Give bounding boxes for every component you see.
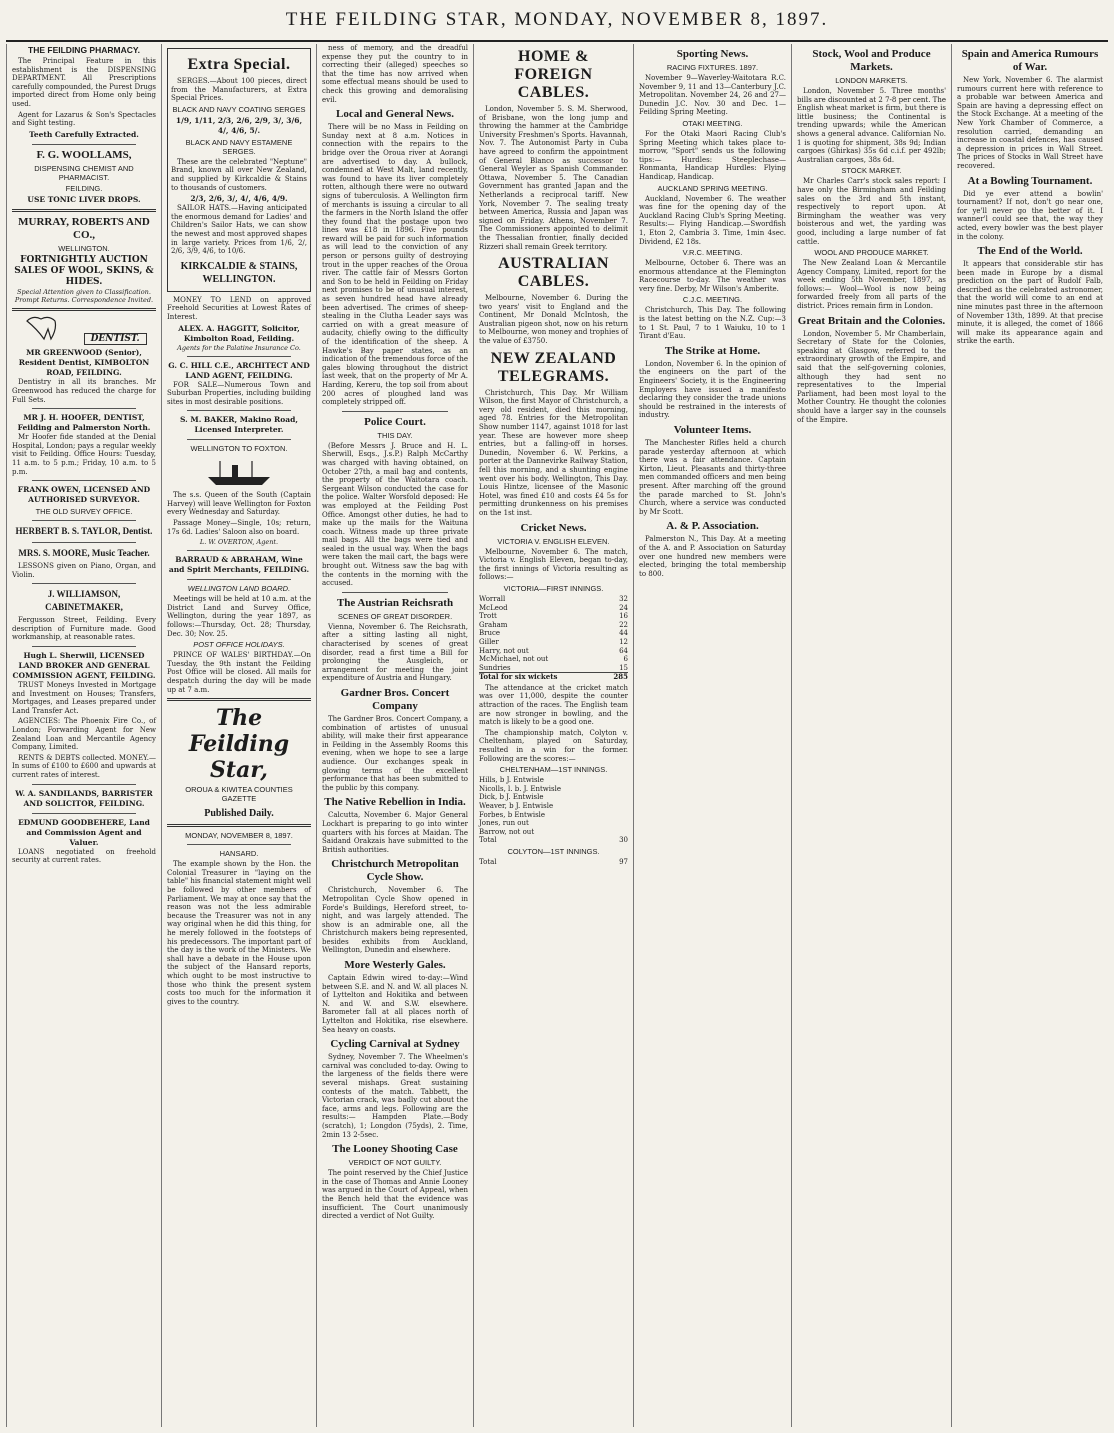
london-markets-text: London, November 5. Three months' bills are discounted at 2 7-8 per cent. The English wheat market is firm, but there is little business; the Continental is trending upwards; while the American shows a general advance. Californian No. 1 is quoting for shipment, 38s 9d; Indian cargoes (Ghirkas) 35s 6d c.i.f. per 492lb; Australian cargoes, 38s 6d. [797,87,946,164]
murray-note: Special Attention given to Classification. Prompt Returns. Correspondence Invited. [14,287,154,304]
agent-text: L. W. OVERTON, Agent. [199,538,279,547]
divider [187,579,291,580]
agencies-text: AGENCIES: The Phoenix Fire Co., of London; Forwarding Agent for New Zealand Loan and Mercantile Agency Company, Limited. [12,717,156,752]
palatine-text: Agents for the Palatine Insurance Co. [177,343,301,352]
bowling-text: Did ye ever attend a bowlin' tournament? If not, don't go near one, for ye'll never go the better of it. I wanner'l could see that, the way they acted, every bowler was the best player in the colony. [957,189,1103,241]
published-daily: Published Daily. [204,808,274,820]
serges-text: SERGES.—About 100 pieces, direct from the Manufacturers, at Extra Special Prices. [171,77,307,103]
innings-row [479,612,628,621]
extra-special-heading: Extra Special. [187,56,291,73]
westerly-heading: More Westerly Gales. [344,959,446,972]
tooth-icon [21,315,81,341]
pharmacy-text: The Principal Feature in this establishment is the DISPENSING DEPARTMENT. All Prescriptions carefully compounded, the Purest Drugs imported direct from Home only being used. [12,57,156,108]
cheltenham-batsman: Forbes, b Entwisle [479,810,546,819]
police-court-text: (Before Messrs J. Bruce and H. L. Sherwill, Esqs., J.s.P.) Ralph McCarthy was charged with having obtained, on October 27th, a mail bag and contents, the property of the Waitotara coach. Sergeant Wilson conducted the case for the police. Walter Worsfold deposed: He was employed at the Feilding Post Office. Amongst other duties, he had to make up the mails for the Waituna coach. Witness made up three private mail bags. All the bags were tied and sealed in the usual way. When the bags were taken the mail cart, the bags were brought out. Witness saw the bag with the contents in the morning with the accused. [322,441,468,588]
batsman-runs: 12 [619,637,628,646]
cheltenham-batsman: Weaver, b J. Entwisle [479,802,554,810]
divider [32,520,136,521]
native-rebellion-text: Calcutta, November 6. Major General Lockhart is preparing to go into winter quarters with his forces at Maidan. The Saidand Orakzais have submitted to the British authorities. [322,811,468,854]
championship-text: The championship match, Colyton v. Cheltenham, played on Saturday, resulted in a win for the former. Following are the scores:— [479,728,628,763]
colyton-total-value: 97 [619,857,628,866]
cycling-text: Sydney, November 7. The Wheelmen's carnival was concluded to-day. Owing to the largeness of the fields there were several mishaps. Great sustaining contests of the match. Tabbett, the Victorian crack, was badly cut about the face, arms and legs. Following are the results:— Hampden Plate.—Body (scratch), 1; Longdon (75yds), 2. Time, 2min 13 2-5sec. [322,1053,468,1139]
divider [167,824,311,827]
austrian-sub: SCENES OF GREAT DISORDER. [337,611,453,621]
woollams-town: FEILDING. [65,183,103,193]
batsman-runs: 44 [619,629,628,638]
sporting-heading: Sporting News. [676,48,749,60]
stock-heading: Stock, Wool and Produce Markets. [812,48,931,73]
batsman-runs: 16 [619,612,628,621]
volunteer-text: The Manchester Rifles held a church parade yesterday afternoon at which there was a fair attendance. Captain Kirton, Lieut. Pleasants and thirty-three men commanded officers and men being present. After marching off the ground the parade marched to St. John's Church, where a service was conducted by Mr Scott. [639,439,786,516]
column-2 [161,44,316,1427]
rents-text: RENTS & DEBTS collected. MONEY.—In sums of £100 to £600 and upwards at current rates of interest. [12,753,156,779]
innings-table [479,595,628,682]
greenwood-heading: MR GREENWOOD (Senior), Resident Dentist, KIMBOLTON ROAD, FEILDING. [18,348,150,378]
local-news-text: There will be no Mass in Feilding on Sunday next at 8 a.m. Notices in connection with the repairs to the bridge over the Oroua river at Aorangi are advertised to day. A bullock, condemned at West Malt, land recently, was found to have its liver completely rotten, although there were no outward signs of tuberculosis. A Wellington firm of merchants is issuing a circular to all the farmers in the North Island the offer they found that the postage upon two lines was £18 in 1896. Five pounds reward will be paid for such information as will lead to the conviction of any person or persons guilty of destroying trout in the upper reaches of the Oroua river. The cattle fair of Messrs Gorton and Son to be held in Feilding on Friday next promises to be of unusual interest, as seven hundred head have already been advertised. The crimes of sheep-stealing in the Clutha Leader says was carried on with a great measure of audacity, chiefly owing to the difficulty of the identification of the sheep. A Hawke's Bay paper states, as an indication of the tremendous force of the gales blowing throughout the district last week, that on the property of Mr A. Harding, Kereru, the top soil from about 200 acres of ploughed land was completely stripped off. [322,123,468,407]
innings-row [479,621,628,630]
divider [187,356,291,357]
black-navy-heading: BLACK AND NAVY COATING SERGES [172,104,306,114]
divider [342,592,448,593]
cycle-show-heading: Christchurch Metropolitan Cycle Show. [331,858,459,884]
innings-row [479,604,628,613]
divider [32,144,136,145]
police-court-sub: THIS DAY. [377,430,413,440]
gardner-text: The Gardner Bros. Concert Company, a combination of artistes of unusual ability, will make their first appearance in Feilding in the Assembly Rooms this evening, when we hope to see a large audience. Our exchanges speak in glowing terms of the excellent performance that has been submitted to the public by this company. [322,715,468,792]
column-1 [6,44,161,1427]
nz-telegrams-text: Christchurch, This Day. Mr William Wilson, the first Mayor of Christchurch, a very old resident, died this morning, aged 78. Entries for the Metropolitan Show number 1147, against 1018 for last year. These are however more sheep entries, but a falling-off in horses. Dunedin, November 6. W. Perkins, a porter at the Dannevirke Railway Station, fell this morning, and a shunting engine went over his body. Wellington, This Day. Louis Hintze, licensee of the Masonic Hotel, was fined £10 and costs £4 5s for permitting drunkenness on his premises on the 1st inst. [479,388,628,517]
post-text: PRINCE OF WALES' BIRTHDAY.—On Tuesday, the 9th instant the Feilding Post Office will be closed. All mails for despatch during the day will be made up at 7 a.m. [167,651,311,694]
austrian-text: Vienna, November 6. The Reichsrath, after a sitting lasting all night, characterised by scenes of great disorder, read a first time a Bill for prolonging the Ausgleich, or arrangement for meeting the joint expenditure of Austria and Hungary. [322,622,468,683]
goodbehere-heading: EDMUND GOODBEHERE, Land and Commission Agent and Valuer. [18,817,150,847]
sailor-text: SAILOR HATS.—Having anticipated the enormous demand for Ladies' and Children's Sailor Hats, we can show the newest and most approved shapes in large variety. Prices from 1/6, 2/, 2/6, 3/9, 4/6, to 10/6. [171,204,307,256]
london-markets-heading: LONDON MARKETS. [835,76,908,85]
murray-name: MURRAY, ROBERTS AND CO., [18,215,150,241]
owen-heading: FRANK OWEN, LICENSED AND AUTHORISED SURVEYOR. [17,485,151,505]
otaki-text: For the Otaki Maori Racing Club's Spring Meeting which takes place to-morrow, "Sport" sends us the following tips:— Hurdles: Steeplechase—Ronmanta, Handicap Hurdles: Flying Handicap, Handicap. [639,129,786,181]
survey-office: THE OLD SURVEY OFFICE. [35,507,133,517]
volunteer-heading: Volunteer Items. [673,424,752,436]
cheltenham-batsman: Hills, b J. Entwisle [479,776,544,785]
divider [32,480,136,481]
dentist-badge: DENTIST. [84,333,147,346]
great-britain-heading: Great Britain and the Colonies. [797,314,946,327]
baker-heading: S. M. BAKER, Makino Road, Licensed Interpreter. [180,415,298,435]
innings-total-row [479,673,628,682]
cycle-show-text: Christchurch, November 6. The Metropolitan Cycle Show opened in Forde's Buildings, Hereford street, to-night, and was largely attended. The show is an admirable one, all the Christchurch makers being represented, besides exhibits from Auckland, Wellington, Dunedin and elsewhere. [322,886,468,955]
moore-text: LESSONS given on Piano, Organ, and Violin. [12,562,156,579]
wlb-heading: WELLINGTON LAND BOARD. [187,584,291,594]
wool-produce-text: The New Zealand Loan & Mercantile Agency Company, Limited, report for the week ending 5th November, 1897, as follows:— Wool—Wool is now being forwarded freely from all parts of the district. Prices remain firm in London. [797,259,946,311]
batsman-name: McLeod [479,603,508,612]
estamene-heading: BLACK AND NAVY ESTAMENE SERGES. [185,137,293,156]
batsman-runs: 24 [619,603,628,612]
stock-market-heading: STOCK MARKET. [841,166,902,176]
hill-heading: G. C. HILL C.E., ARCHITECT AND LAND AGENT, FEILDING. [168,360,310,380]
divider [12,209,156,212]
looney-text: The point reserved by the Chief Justice in the case of Thomas and Annie Looney was argued in the Court of Appeal, when the Bench held that the evidence was insufficient. The Court unanimously directed a verdict of Not Guilty. [322,1169,468,1221]
innings-row [479,629,628,638]
kirkcaldie-heading: KIRKCALDIE & STAINS, WELLINGTON. [180,260,298,285]
cheltenham-batsman: Barrow, not out [479,827,535,836]
batsman-name: Bruce [479,629,501,638]
masthead-rule [6,40,1108,42]
batsman-name: Trott [479,612,497,621]
passage-text: Passage Money—Single, 10s; return, 17s 6d. Ladies' Saloon also on board. [167,519,311,536]
murray-sales: FORTNIGHTLY AUCTION SALES OF WOOL, SKINS, & HIDES. [14,254,154,287]
batsman-runs: 15 [619,663,628,672]
batsman-name: Graham [479,620,508,629]
batsman-name: Sundries [479,663,511,672]
hansard-heading: HANSARD. [219,849,259,859]
post-heading: POST OFFICE HOLIDAYS. [193,640,285,650]
police-court-heading: Police Court. [364,415,426,428]
cricket-intro: Melbourne, November 6. The match, Victoria v. English Eleven, began to-day, the first innings of Victoria resulting as follows:— [479,547,628,582]
batsman-runs: 32 [619,594,628,603]
prices-line-1: 1/9, 1/11, 2/3, 2/6, 2/9, 3/, 3/6, 4/, 4/6, 5/. [175,115,303,135]
end-of-world-text: It appears that considerable stir has been made in Europe by a dismal prediction on the part of Rudolf Falb, described as the celebrated astronomer, that the world will come to an end at nine minutes past three in the afternoon of November 13th, 1899. At that precise minute, it is alleged, the comet of 1866 will make its appearance again and strike the earth. [957,260,1103,346]
batsman-name: Giller [479,637,499,646]
ss-text: The s.s. Queen of the South (Captain Harvey) will leave Wellington for Foxton every Wednesday and Saturday. [167,491,311,517]
bowling-heading: At a Bowling Tournament. [967,174,1093,187]
prices-line-2: 2/3, 2/6, 3/, 4/, 4/6, 4/9. [190,194,288,204]
teeth-text: Teeth Carefully Extracted. [29,129,139,139]
divider [32,646,136,647]
batsman-name: McMichael, not out [479,655,549,664]
batsman-runs: 22 [619,620,628,629]
cheltenham-total: Total 30 [479,836,628,845]
murray-town: WELLINGTON. [58,243,110,253]
vrc-heading: V.R.C. MEETING. [682,248,743,258]
australian-heading: AUSTRALIAN CABLES. [498,255,609,291]
batsman-name: Worrall [479,594,506,603]
date-line: MONDAY, NOVEMBER 8, 1897. [185,831,293,841]
sale-homes-text: FOR SALE—Numerous Town and Suburban Properties, including building sites in most desirable positions. [167,380,311,406]
column-3 [316,44,473,1427]
cricket-heading: Cricket News. [520,521,587,534]
divider [187,410,291,411]
wool-produce-heading: WOOL AND PRODUCE MARKET. [814,248,929,258]
moore-heading: MRS. S. MOORE, Music Teacher. [18,548,150,559]
cheltenham-total-value: 30 [619,836,628,845]
racing-text: November 9—Waverley-Waitotara R.C. November 9, 11 and 13—Canterbury J.C. Metropolitan. November 24, 26 and 27—Dunedin J.C. Nov. 30 and Dec. 1—Feilding Spring Meeting. [639,74,786,117]
innings-total-label: Total for six wickets [479,673,605,682]
williamson-heading: J. WILLIAMSON, CABINETMAKER, [45,589,123,613]
column-6 [791,44,951,1427]
cheltenham-batsman: Nicolls, l. b. J. Entwisle [479,784,561,793]
column-5 [633,44,791,1427]
vrc-text: Melbourne, October 6. There was an enormous attendance at the Flemington Racecourse to-day. The weather was very fine. Derby, Mr Wilson's Amberite. [639,259,786,293]
hoofer-heading: MR J. H. HOOFER, DENTIST, Feilding and Palmerston North. [17,413,151,433]
divider [32,813,136,814]
innings-row [479,655,628,664]
spain-text: New York, November 6. The alarmist rumours current here with reference to a probable war between America and Spain are having a depressing effect on the Stock Exchange. At a meeting of the New York Chamber of Commerce, a resolution carried, demanding an increase in coastal defences, has caused a depression in prices in Wall Street. The prices of Stocks in Wall Street have recovered. [957,76,1103,170]
cycling-heading: Cycling Carnival at Sydney [330,1038,460,1051]
tonic-text: USE TONIC LIVER DROPS. [27,194,141,204]
divider [187,550,291,551]
cricket-text: The attendance at the cricket match was over 11,000, despite the counter attraction of the races. The English team are now stronger in bowling, and the match is likely to be a good one. [479,683,628,727]
woollams-title: DISPENSING CHEMIST AND PHARMACIST. [34,163,134,182]
racing-sub: RACING FIXTURES. 1897. [666,63,759,72]
ap-association-heading: A. & P. Association. [666,520,759,533]
gardner-heading: Gardner Bros. Concert Company [340,687,450,712]
divider [187,439,291,440]
innings-row [479,595,628,604]
local-news-heading: Local and General News. [336,108,454,121]
cjc-text: Christchurch, This Day. The following is the latest betting on the N.Z. Cup:—3 to 1 St. Paul, 7 to 1 Waiuku, 10 to 1 Tirant d'Eau. [639,306,786,341]
batsman-name: Harry, not out [479,646,529,655]
barraud-heading: BARRAUD & ABRAHAM, Wine and Spirit Merchants, FEILDING. [168,555,310,575]
divider [32,583,136,584]
divider [187,844,291,845]
austrian-heading: The Austrian Reichsrath [336,596,454,609]
colyton-total: Total 97 [479,857,628,866]
masthead: THE FEILDING STAR, MONDAY, NOVEMBER 8, 1897. [285,9,829,30]
divider [32,784,136,785]
great-britain-text: London, November 5. Mr Chamberlain, Secretary of State for the Colonies, speaking at Glasgow, referred to the extraordinary growth of the Empire, and said that the self-governing colonies, although they had sent no representatives to the Imperial Parliament, had been most loyal to the Mother Country. He thought the colonies should have a larger say in the counsels of the Empire. [797,329,946,424]
williamson-text: Fergusson Street, Feilding. Every description of Furniture made. Good workmanship, at reasonable rates. [12,616,156,642]
australian-text: Melbourne, November 6. During the two years' visit to England and the Continent, Mr Donald McIntosh, the Australian pigeon shot, now on his return to Melbourne, won money and trophies of the value of £3750. [479,294,628,346]
divider [32,408,136,409]
hansard-text: The example shown by the Hon. the Colonial Treasurer in "laying on the table" his financial statement might well be followed by other members of Parliament. We may at once say that the reason was not the less admirable because the Treasurer was not in any way original when he did this thing, for he merely followed in the footsteps of his predecessors. The important part of the day is the work of the Ministers. We shall have a debate in the House upon the subject of the Hansard reports, which ought to be most instructive to those who think the present system costs too much for the information it gives to the country. [167,860,311,1006]
loans-text: LOANS negotiated on freehold security at current rates. [12,847,156,865]
money-lend-text: MONEY TO LEND on approved Freehold Securities at Lowest Rates of Interest. [167,295,311,321]
taylor-heading: HERBERT B. S. TAYLOR, Dentist. [15,526,153,537]
estamene-text: These are the celebrated "Neptune" Brand, known all over New Zealand, and supplied by Kirkcaldie & Stains to thousands of customers. [171,157,307,192]
foxton-heading: WELLINGTON TO FOXTON. [190,444,288,454]
home-foreign-heading: HOME & FOREIGN CABLES. [514,48,593,101]
batsman-runs: 6 [623,655,628,664]
innings-row [479,647,628,656]
wlb-text: Meetings will be held at 10 a.m. at the District Land and Survey Office, Wellington, during the year 1897, as follows:—Thursday, Oct. 28; Thursday, Dec. 30; Nov. 25. [167,595,311,638]
hoofer-text: Mr Hoofer fide standed at the Denial Hospital, London; pays a regular weekly visit to Feilding. Office Hours: Tuesday, 11 a.m. to 5 p.m.; Friday, 10 a.m. to 5 p.m. [12,433,156,476]
paper-nameplate: The Feilding Star, [188,705,290,784]
innings-row [479,638,628,647]
woollams-name: F. G. WOOLLAMS, [36,148,132,161]
trust-text: TRUST Moneys Invested in Mortgage and Investment on Houses; Transfers, Mortgages, and Leases prepared under Land Transfer Act. [12,681,156,715]
home-foreign-text: London, November 5. S. M. Sherwood, of Brisbane, won the long jump and throwing the hammer at the Cambridge University Freshmen's Sports. Havannah, Nov. 7. The Autonomist Party in Cuba have agreed to confirm the appointment of General Blanco as successor to General Weyler as Spanish Commander. Ottawa, November 5. The Canadian Government has granted Japan and the Netherlands a reciprocal tariff. New York, November 7. The sealing treaty between America, Russia and Japan was signed on Friday. Athens, November 7. The Commissioners appointed to delimit the Thessalian frontier, finally decided Rizzeri shall remain Greek territory. [479,105,628,251]
cricket-innings-label: VICTORIA—FIRST INNINGS. [503,583,604,593]
strike-heading: The Strike at Home. [664,344,761,357]
hansard-continued: ness of memory, and the dreadful expense they put the country to in correcting their (alleged) speeches so that the time has now arrived when some effectual means should be used to check this growing and demoralising evil. [322,44,468,104]
otaki-heading: OTAKI MEETING. [682,118,743,128]
greenwood-text: Dentistry in all its branches. Mr Greenwood has reduced the charge for Full Sets. [12,378,156,404]
cjc-heading: C.J.C. MEETING. [682,295,743,305]
strike-text: London, November 6. In the opinion of the engineers on the part of the Engineers' Society, it is the Engineering Employers have issued a manifesto declaring they consider the trade unions should be restrained in the interests of industry. [639,359,786,420]
native-rebellion-heading: The Native Rebellion in India. [324,796,466,809]
divider [167,698,311,701]
sherwill-heading: Hugh L. Sherwill, LICENSED LAND BROKER AND GENERAL COMMISSION AGENT, FEILDING. [12,651,156,681]
cheltenham-list [479,776,628,836]
sandilands-heading: W. A. SANDILANDS, BARRISTER AND SOLICITOR, FEILDING. [15,788,153,808]
column-4 [473,44,633,1427]
nz-telegrams-heading: NEW ZEALAND TELEGRAMS. [490,349,617,385]
stock-market-text: Mr Charles Carr's stock sales report: I have only the Birmingham and Feilding sales on the 3rd and 5th instant, respectively to report upon. At Birmingham the weather was very boisterous and wet, the yarding was good, including a large number of fat cattle. [797,177,946,246]
auckland-text: Auckland, November 6. The weather was fine for the opening day of the Auckland Racing Club's Spring Meeting. Results:— Flying Handicap.—Swordfish 1, Eton 2, Cambria 3. Time, 1min 4sec. Dividend, £2 18s. [639,194,786,246]
steamship-icon [204,457,274,487]
extra-special-ad [167,48,311,292]
ap-association-text: Palmerston N., This Day. At a meeting of the A. and P. Association on Saturday over one hundred new members were elected, bringing the total membership to 800. [639,535,786,578]
divider [342,411,448,412]
looney-heading: The Looney Shooting Case [332,1143,458,1156]
end-of-world-heading: The End of the World. [977,245,1083,258]
column-7 [951,44,1108,1427]
haggitt-text: ALEX. A. HAGGITT, Solicitor, Kimbolton Road, Feilding. [178,323,300,343]
paper-subtitle: OROUA & KIWITEA COUNTIES GAZETTE [185,785,293,804]
divider [12,308,156,311]
westerly-text: Captain Edwin wired to-day:—Wind between S.E. and N. and W. all places N. of Lyttelton and Hokitika and between N. and W. and S.W. elsewhere. Barometer fall at all places north of Lyttelton and Hokitika, rise elsewhere. Sea heavy on coasts. [322,974,468,1034]
cheltenham-batsman: Jones, run out [479,819,529,828]
pharmacy-heading: THE FEILDING PHARMACY. [28,45,140,55]
looney-sub: VERDICT OF NOT GUILTY. [348,1158,442,1168]
auckland-heading: AUCKLAND SPRING MEETING. [657,183,768,193]
batsman-runs: 64 [619,646,628,655]
innings-total: 285 [605,673,628,682]
cricket-match-title: VICTORIA V. ENGLISH ELEVEN. [497,536,610,546]
colyton-label: COLYTON—1ST INNINGS. [507,846,600,856]
cheltenham-batsman: Dick, b J. Entwisle [479,793,544,802]
divider [32,542,136,543]
spectacles-text: Agent for Lazarus & Son's Spectacles and Sight testing. [12,110,156,128]
spain-heading: Spain and America Rumours of War. [961,48,1099,73]
cheltenham-label: CHELTENHAM—1ST INNINGS. [499,765,608,775]
